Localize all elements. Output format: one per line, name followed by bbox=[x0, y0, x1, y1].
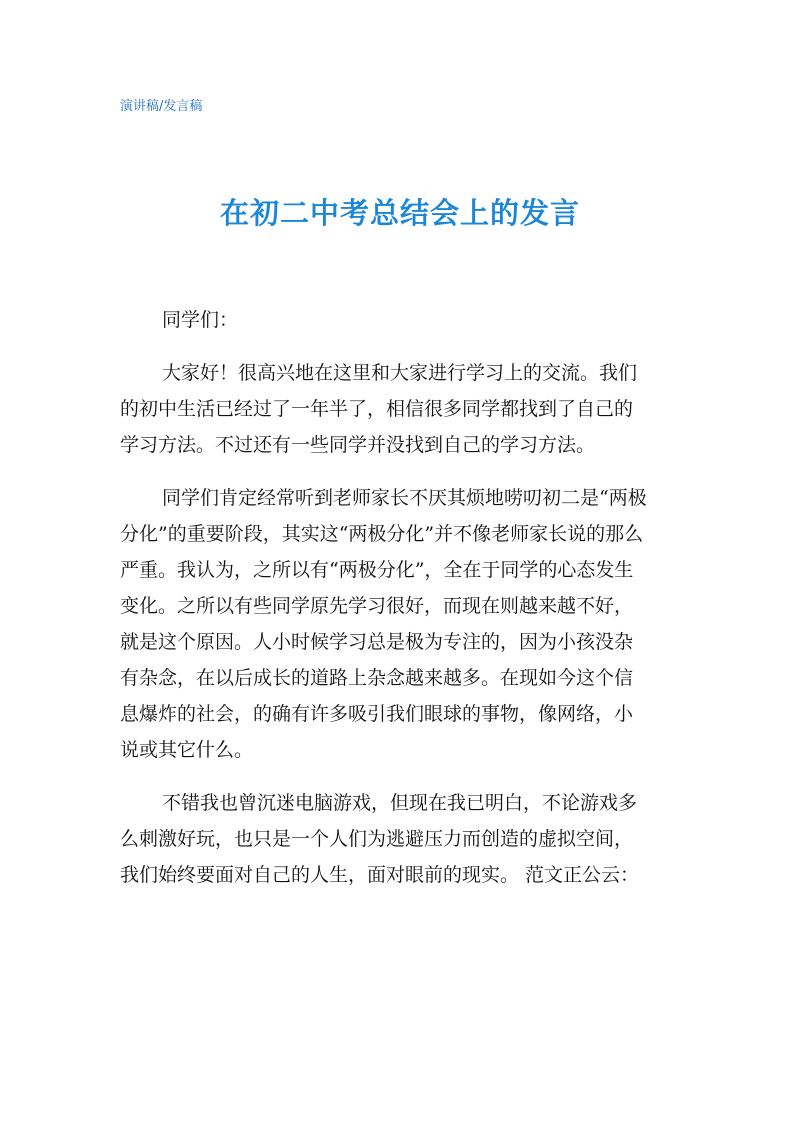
category-label: 演讲稿/发言稿 bbox=[120, 99, 203, 114]
text-line: 不错我也曾沉迷电脑游戏，但现在我已明白，不论游戏多 bbox=[162, 792, 638, 814]
document-body bbox=[120, 302, 690, 893]
text-line: 学习方法。不过还有一些同学并没找到自己的学习方法。 bbox=[120, 434, 596, 456]
text-line: 的初中生活已经过了一年半了，相信很多同学都找到了自己的 bbox=[120, 398, 634, 420]
text-line: 么刺激好玩，也只是一个人们为逃避压力而创造的虚拟空间， bbox=[120, 828, 634, 850]
document-title: 在初二中考总结会上的发言 bbox=[219, 196, 580, 230]
text-line: 分化”的重要阶段，其实这“两极分化”并不像老师家长说的那么 bbox=[120, 523, 644, 545]
text-line: 说或其它什么。 bbox=[120, 739, 254, 761]
text-line: 同学们： bbox=[162, 309, 239, 331]
text-line: 息爆炸的社会，的确有许多吸引我们眼球的事物，像网络，小 bbox=[120, 703, 634, 725]
paragraph-2 bbox=[120, 480, 690, 768]
text-line: 我们始终要面对自己的人生，面对眼前的现实。 范文正公云： bbox=[120, 864, 640, 886]
text-line: 严重。我认为，之所以有“两极分化”，全在于同学的心态发生 bbox=[120, 559, 634, 581]
paragraph-greeting bbox=[120, 302, 690, 338]
text-line: 有杂念，在以后成长的道路上杂念越来越多。在现如今这个信 bbox=[120, 667, 634, 689]
paragraph-3 bbox=[120, 785, 690, 893]
text-line: 就是这个原因。人小时候学习总是极为专注的，因为小孩没杂 bbox=[120, 631, 634, 653]
text-line: 同学们肯定经常听到老师家长不厌其烦地唠叨初二是“两极 bbox=[162, 487, 647, 509]
text-line: 变化。之所以有些同学原先学习很好，而现在则越来越不好， bbox=[120, 595, 634, 617]
text-line: 大家好！很高兴地在这里和大家进行学习上的交流。我们 bbox=[162, 362, 638, 384]
paragraph-1 bbox=[120, 355, 690, 463]
